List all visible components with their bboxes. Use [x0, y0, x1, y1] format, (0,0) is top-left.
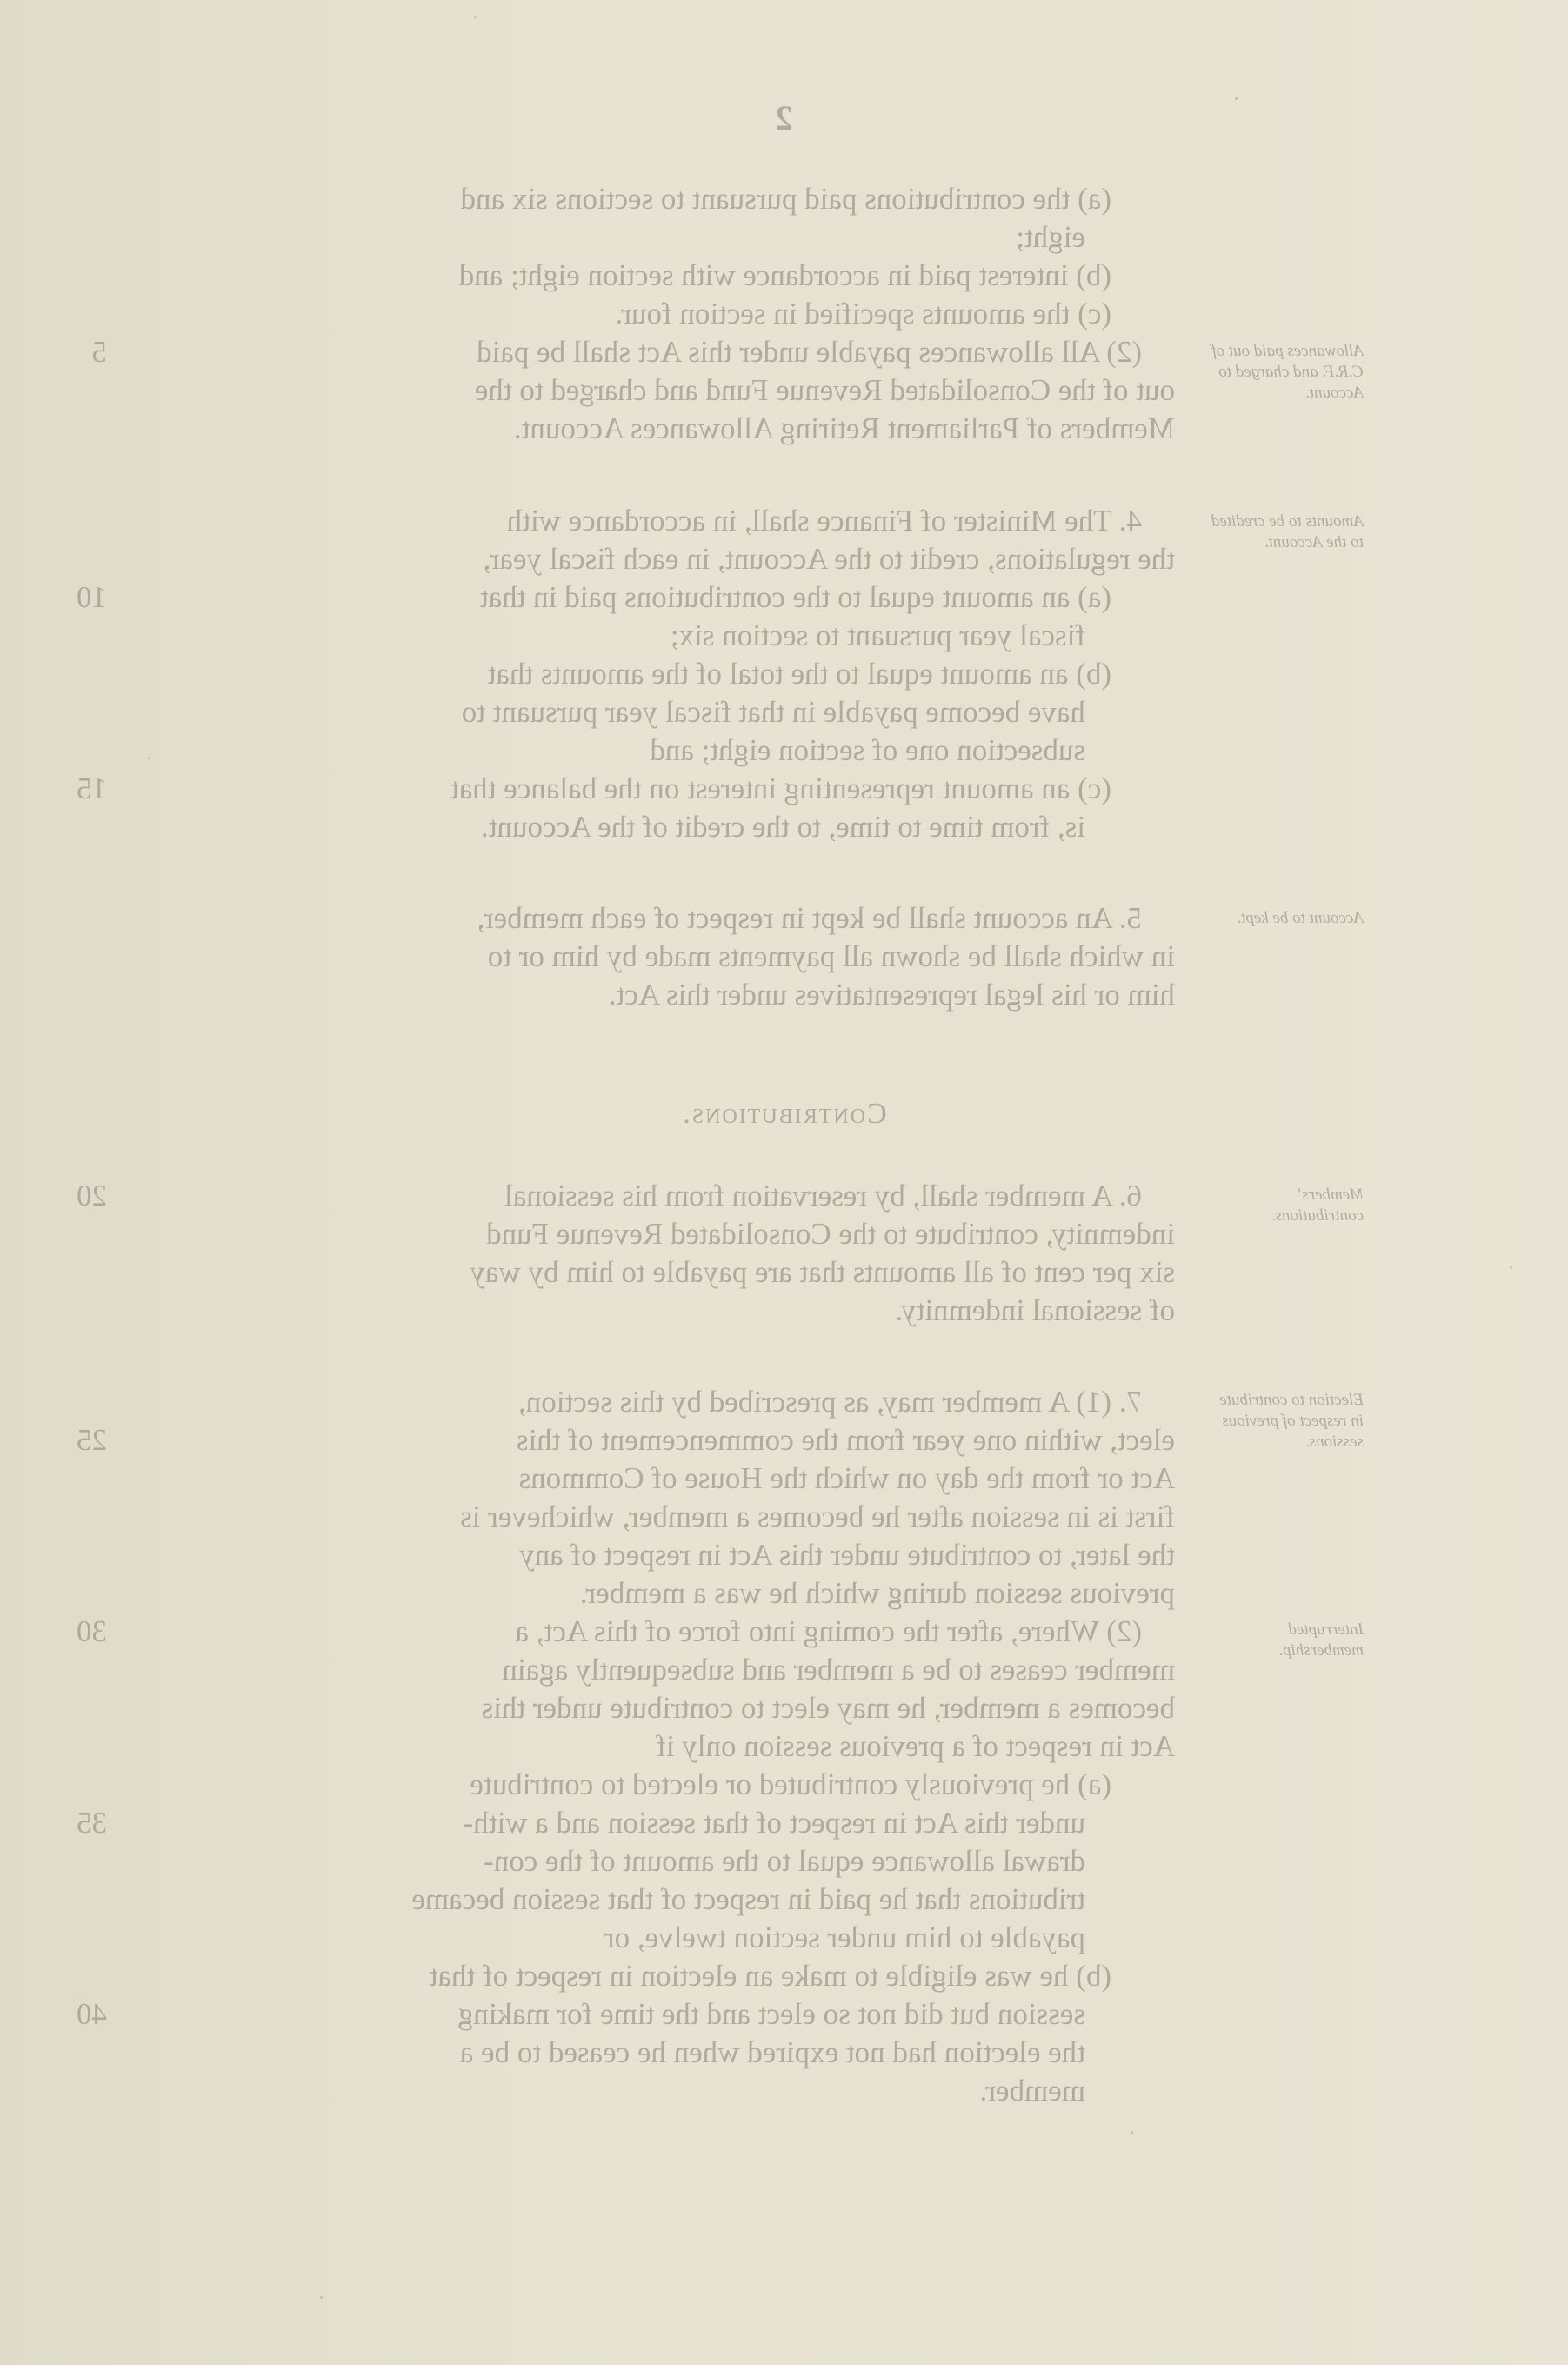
text-line: fiscal year pursuant to section six;: [670, 618, 1085, 652]
paper-speck: [474, 16, 477, 18]
page-number: 2: [775, 98, 793, 137]
text-line: Act or from the day on which the House of Commons: [518, 1461, 1175, 1495]
text-line: (b) an amount equal to the total of the amounts that: [487, 657, 1111, 691]
text-line: is, from time to time, to the credit of the Account.: [481, 810, 1085, 844]
text-line: (2) All allowances payable under this Act shall be paid: [477, 335, 1142, 369]
line-number: 40: [77, 1997, 107, 2031]
text-line: (a) an amount equal to the contributions paid in that: [479, 580, 1111, 614]
paper-speck: [1510, 1266, 1512, 1269]
margin-note: Amounts to be credited to the Account.: [1211, 512, 1364, 551]
text-line: under this Act in respect of that session and a with-: [463, 1806, 1085, 1840]
text-line: (a) the contributions paid pursuant to sections six and: [460, 182, 1111, 216]
text-line: the regulations, credit to the Account, in each fiscal year,: [483, 542, 1175, 576]
text-line: becomes a member, he may elect to contribute under this: [481, 1691, 1175, 1725]
paper-speck: [1131, 2131, 1133, 2134]
text-line: member.: [979, 2074, 1085, 2108]
text-line: 5. An account shall be kept in respect of each member,: [477, 901, 1142, 935]
text-line: have become payable in that fiscal year pursuant to: [461, 695, 1085, 729]
text-line: subsection one of section eight; and: [650, 733, 1085, 767]
text-line: the later, to contribute under this Act in respect of any: [519, 1538, 1175, 1572]
margin-note: Election to contribute in respect of previous sessions.: [1219, 1391, 1364, 1451]
text-line: of sessional indemnity.: [895, 1293, 1175, 1327]
text-line: him or his legal representatives under this Act.: [608, 978, 1175, 1012]
margin-note: Account to be kept.: [1237, 909, 1364, 927]
margin-note: Members' contributions.: [1271, 1186, 1364, 1225]
text-line: Act in respect of a previous session only if: [656, 1729, 1175, 1763]
text-line: member ceases to be a member and subsequently again: [502, 1653, 1175, 1687]
text-line: elect, within one year from the commencement of this: [516, 1423, 1175, 1457]
text-line: (b) interest paid in accordance with section eight; and: [458, 258, 1111, 292]
paper-speck: [320, 2296, 323, 2299]
text-line: out of the Consolidated Revenue Fund and charged to the: [474, 373, 1175, 407]
text-line: eight;: [1016, 220, 1085, 254]
paper-speck: [148, 757, 150, 759]
margin-note: Interrupted membership.: [1278, 1620, 1364, 1660]
text-line: the election had not expired when he ceased to be a: [459, 2035, 1085, 2069]
text-line: drawal allowance equal to the amount of the con-: [484, 1844, 1085, 1878]
text-line: payable to him under section twelve, or: [604, 1921, 1085, 1954]
text-line: in which shall be shown all payments made by him or to: [487, 939, 1175, 973]
margin-note: Allowances paid out of C.R.F. and charged to Account.: [1211, 342, 1364, 402]
line-number: 5: [91, 335, 107, 369]
text-line: tributions that he paid in respect of that session became: [411, 1882, 1085, 1916]
text-line: (b) he was eligible to make an election in respect of that: [429, 1959, 1111, 1993]
line-number: 25: [77, 1423, 107, 1457]
text-line: (c) the amounts specified in section four.: [615, 297, 1111, 331]
text-line: (2) Where, after the coming into force of this Act, a: [515, 1614, 1142, 1648]
line-number: 35: [77, 1806, 107, 1840]
text-line: Members of Parliament Retiring Allowances Account.: [513, 411, 1175, 445]
text-line: 4. The Minister of Finance shall, in accordance with: [506, 504, 1142, 538]
section-heading: Contributions.: [681, 1098, 887, 1130]
text-line: indemnity, contribute to the Consolidated Revenue Fund: [486, 1217, 1175, 1251]
text-line: session but did not so elect and the time for making: [457, 1997, 1085, 2031]
text-line: (a) he previously contributed or elected to contribute: [470, 1767, 1111, 1801]
text-line: 6. A member shall, by reservation from his sessional: [504, 1179, 1142, 1213]
paper-speck: [1235, 97, 1238, 100]
line-number: 30: [77, 1614, 107, 1648]
text-line: (c) an amount representing interest on the balance that: [450, 772, 1111, 805]
text-line: six per cent of all amounts that are payable to him by way: [470, 1255, 1175, 1289]
text-line: first is in session after he becomes a member, whichever is: [460, 1500, 1175, 1533]
text-line: 7. (1) A member may, as prescribed by this section,: [517, 1385, 1142, 1419]
text-line: previous session during which he was a member.: [579, 1576, 1175, 1610]
line-number: 15: [77, 772, 107, 805]
line-number: 10: [77, 580, 107, 614]
line-number: 20: [77, 1179, 107, 1213]
